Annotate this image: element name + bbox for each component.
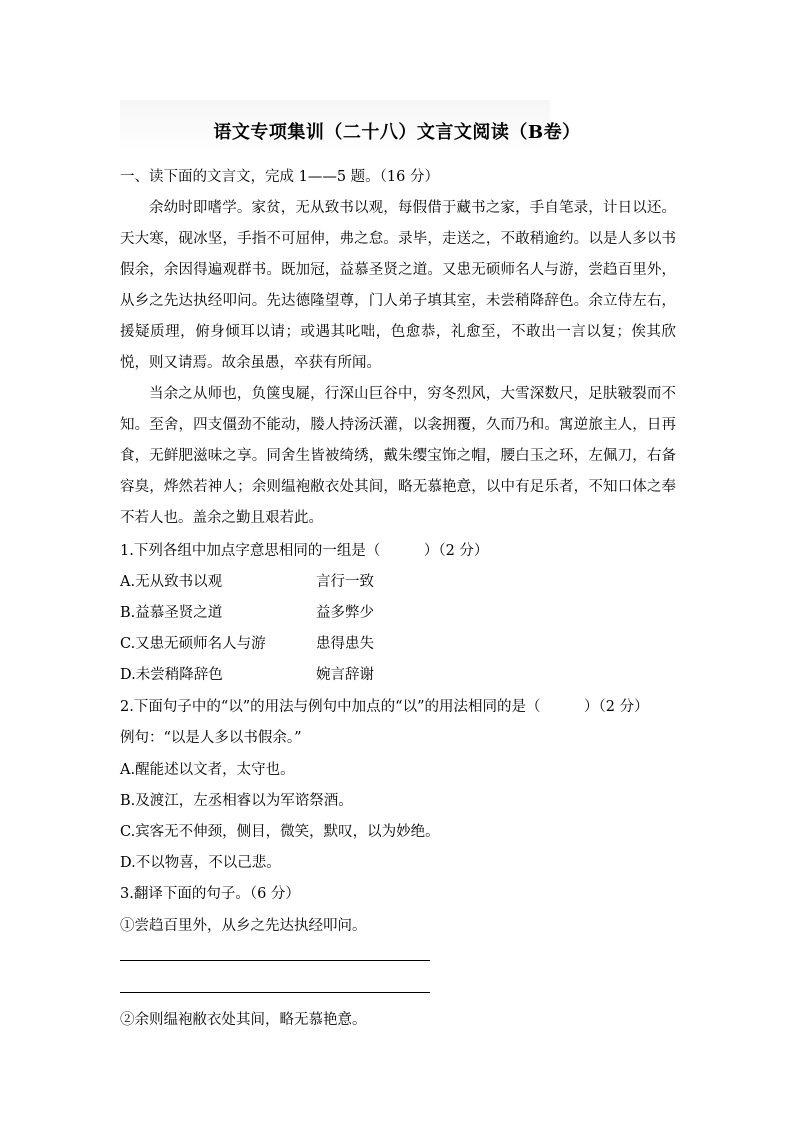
q1-option-b-right: 益多弊少 bbox=[316, 605, 374, 621]
q2-option-b: B.及渡江，左丞相睿以为军谘祭酒。 bbox=[120, 793, 353, 809]
question-2-stem: 2.下面句子中的“以”的用法与例句中加点的“以”的用法相同的是（ ）（2 分） bbox=[120, 699, 649, 715]
q2-option-d: D.不以物喜，不以己悲。 bbox=[120, 855, 281, 871]
q1-option-c-right: 患得患失 bbox=[316, 636, 374, 652]
question-1-stem: 1.下列各组中加点字意思相同的一组是（ ）（2 分） bbox=[120, 543, 489, 559]
q2-option-c: C.宾客无不伸颈，侧目，微笑，默叹，以为妙绝。 bbox=[120, 824, 440, 840]
passage-paragraph-1: 余幼时即嗜学。家贫，无从致书以观，每假借于藏书之家，手自笔录，计日以还。天大寒，砚冰坚，手指不可屈伸，弗之怠。录毕，走送之，不敢稍逾约。以是人多以书假余，余因得遍观群书。既加冠，益慕圣贤之道。又患无硕师名人与游，尝趋百里外，从乡之先达执经叩问。先达德隆望尊，门人弟子填其室，未尝稍降辞色。余立侍左右，援疑质理，俯身倾耳以请；或遇其叱咄，色愈恭，礼愈至，不敢出一言以复；俟其欣悦，则又请焉。故余虽愚，卒获有所闻。 bbox=[120, 200, 676, 371]
question-2-example: 例句：“以是人多以书假余。” bbox=[120, 730, 302, 746]
q1-option-c-left: C.又患无硕师名人与游 bbox=[120, 636, 266, 652]
q1-option-a-left: A.无从致书以观 bbox=[120, 574, 223, 590]
q1-option-a-right: 言行一致 bbox=[316, 574, 374, 590]
section-heading: 一、读下面的文言文，完成 1——5 题。（16 分） bbox=[120, 169, 439, 185]
answer-line-2[interactable] bbox=[120, 992, 430, 993]
passage-paragraph-2: 当余之从师也，负箧曳屣，行深山巨谷中，穷冬烈风，大雪深数尺，足肤皲裂而不知。至舍，四支僵劲不能动，媵人持汤沃灌，以衾拥覆，久而乃和。寓逆旅主人，日再食，无鲜肥滋味之享。同舍生皆被绮绣，戴朱缨宝饰之帽，腰白玉之环，左佩刀，右备容臭，烨然若神人；余则缊袍敝衣处其间，略无慕艳意，以中有足乐者，不知口体之奉不若人也。盖余之勤且艰若此。 bbox=[120, 386, 676, 526]
page-title: 语文专项集训（二十八）文言文阅读（B卷） bbox=[213, 122, 581, 143]
q3-item-1: ①尝趋百里外，从乡之先达执经叩问。 bbox=[120, 918, 367, 934]
q1-option-b-left: B.益慕圣贤之道 bbox=[120, 605, 223, 621]
q3-item-2: ②余则缊袍敝衣处其间，略无慕艳意。 bbox=[120, 1012, 367, 1028]
answer-line-1[interactable] bbox=[120, 960, 430, 961]
question-3-stem: 3.翻译下面的句子。（6 分） bbox=[120, 886, 300, 902]
q1-option-d-left: D.未尝稍降辞色 bbox=[120, 667, 223, 683]
q2-option-a: A.醒能述以文者，太守也。 bbox=[120, 762, 295, 778]
q1-option-d-right: 婉言辞谢 bbox=[316, 667, 374, 683]
